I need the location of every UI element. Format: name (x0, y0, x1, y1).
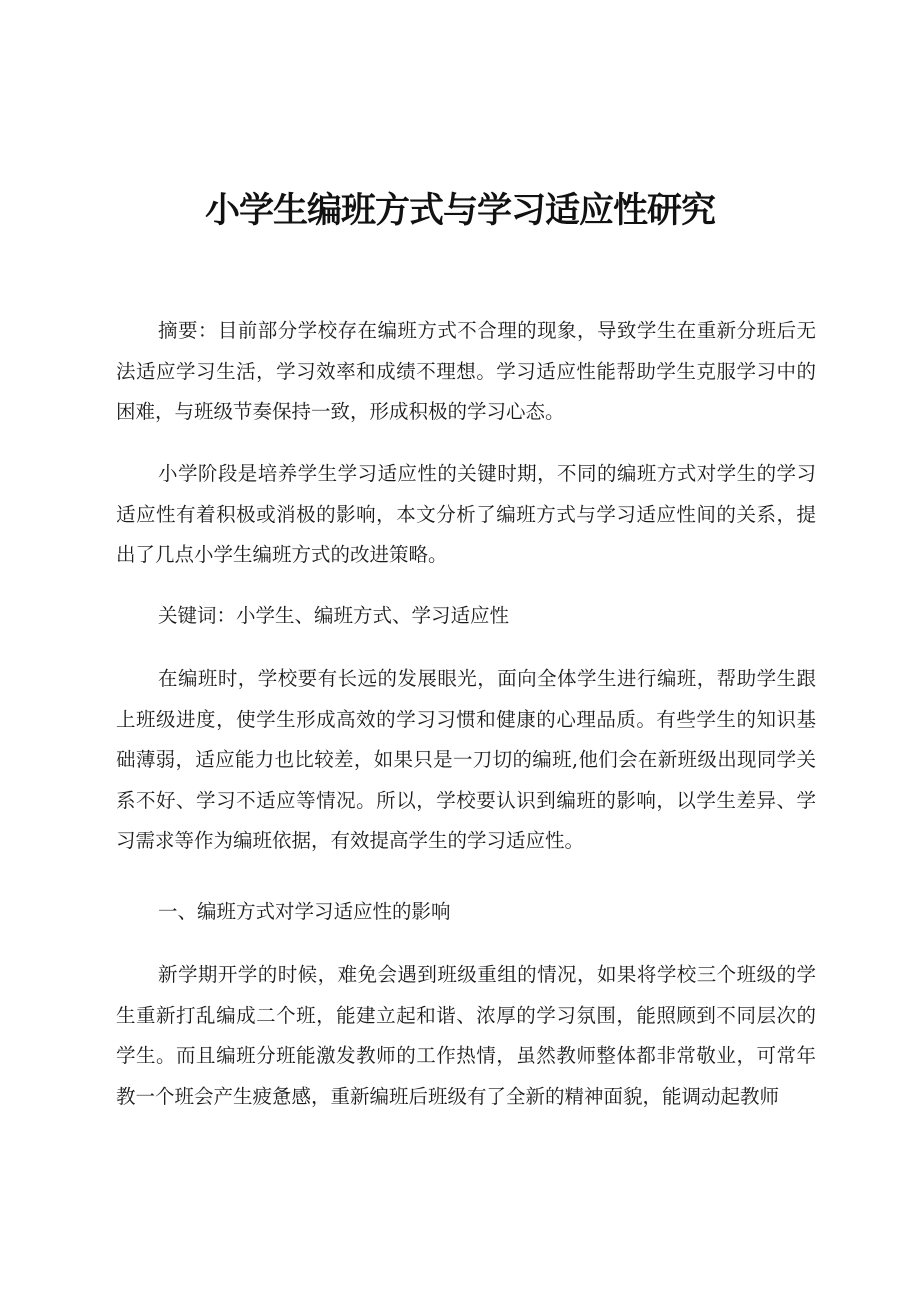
document-title: 小学生编班方式与学习适应性研究 (204, 190, 715, 232)
section-heading: 一、编班方式对学习适应性的影响 (158, 900, 451, 923)
body-paragraph: 在编班时，学校要有长远的发展眼光，面向全体学生进行编班，帮助学生跟上班级进度，使学生形成高效的学习习惯和健康的心理品质。有些学生的知识基础薄弱，适应能力也比较差，如果只是一刀切的编班,他们会在新班级出现同学关系不好、学习不适应等情况。所以，学校要认识到编班的影响，以学生差异、学习需求等作为编班依据，有效提高学生的学习适应性。 (116, 667, 816, 852)
body-paragraph: 新学期开学的时候，难免会遇到班级重组的情况，如果将学校三个班级的学生重新打乱编成二个班，能建立起和谐、浓厚的学习氛围，能照顾到不同层次的学生。而且编班分班能激发教师的工作热情，虽然教师整体都非常敬业，可常年教一个班会产生疲惫感，重新编班后班级有了全新的精神面貌，能调动起教师 (116, 963, 816, 1108)
intro-paragraph: 小学阶段是培养学生学习适应性的关键时期，不同的编班方式对学生的学习适应性有着积极或消极的影响，本文分析了编班方式与学习适应性间的关系，提出了几点小学生编班方式的改进策略。 (116, 462, 816, 566)
keywords-line: 关键词：小学生、编班方式、学习适应性 (158, 604, 510, 627)
abstract-paragraph: 摘要：目前部分学校存在编班方式不合理的现象，导致学生在重新分班后无法适应学习生活，学习效率和成绩不理想。学习适应性能帮助学生克服学习中的困难，与班级节奏保持一致，形成积极的学习心态。 (116, 319, 816, 423)
